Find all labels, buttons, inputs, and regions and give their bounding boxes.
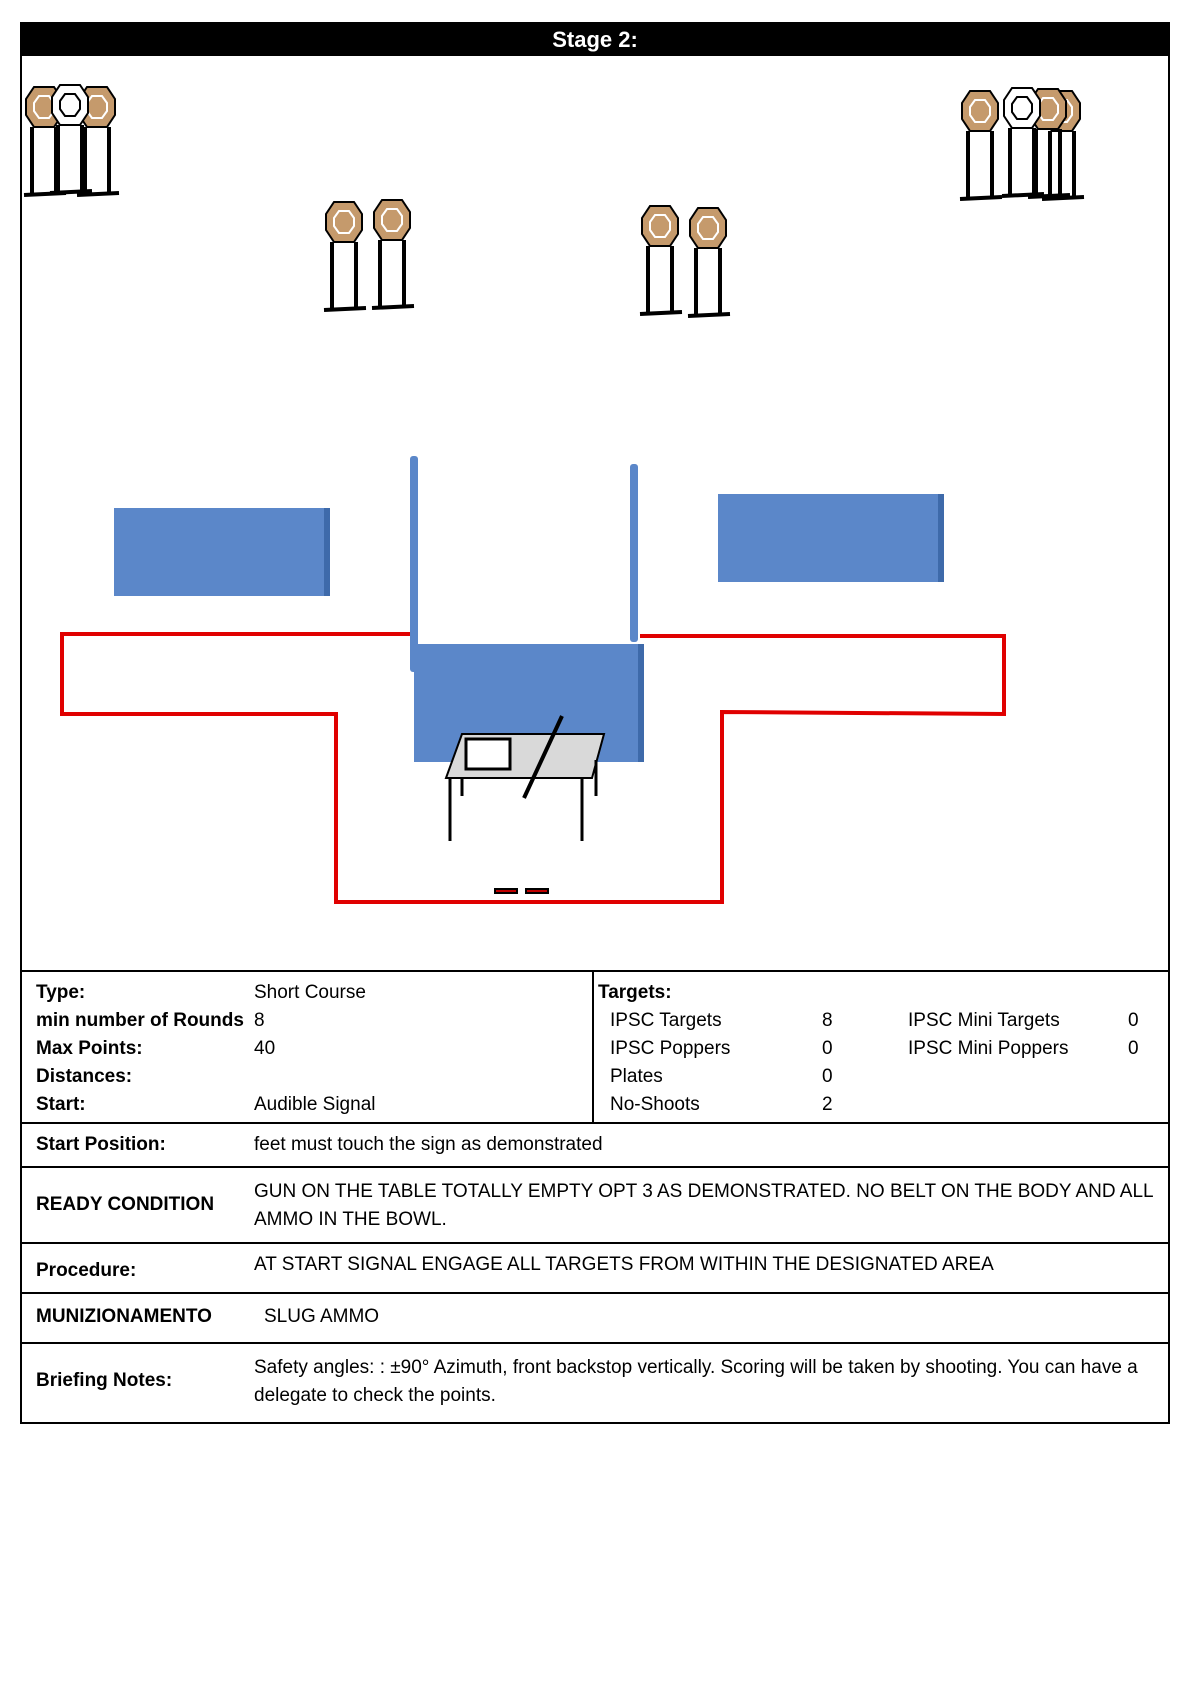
ipsc-target-icon xyxy=(640,206,682,314)
briefing-value: Safety angles: : ±90° Azimuth, front backstop vertically. Scoring will be taken by shooting. You can have a delegate to check the points. xyxy=(254,1357,1138,1406)
stage-title: Stage 2: xyxy=(22,24,1168,56)
wall-center xyxy=(410,456,644,762)
summary-row xyxy=(22,970,1168,1122)
start-position-label: Start Position: xyxy=(36,1134,166,1155)
target-group-top-left xyxy=(24,85,119,195)
procedure-label: Procedure: xyxy=(36,1260,137,1281)
stage-diagram xyxy=(22,56,1168,970)
no-shoots-label: No-Shoots xyxy=(610,1094,700,1115)
min-rounds-label: min number of Rounds xyxy=(36,1010,244,1031)
ipsc-targets-value: 8 xyxy=(822,1010,833,1031)
ready-condition-row xyxy=(22,1166,1168,1242)
type-label: Type: xyxy=(36,982,86,1003)
ipsc-mini-targets-value: 0 xyxy=(1128,1010,1139,1031)
wall-right xyxy=(718,494,944,582)
ammo-label: MUNIZIONAMENTO xyxy=(36,1306,212,1327)
procedure-value: AT START SIGNAL ENGAGE ALL TARGETS FROM WITHIN THE DESIGNATED AREA xyxy=(254,1254,994,1275)
start-position-value: feet must touch the sign as demonstrated xyxy=(254,1134,603,1155)
table-icon xyxy=(446,734,604,841)
target-pair-right xyxy=(640,206,730,316)
ready-condition-value: GUN ON THE TABLE TOTALLY EMPTY OPT 3 AS DEMONSTRATED. NO BELT ON THE BODY AND ALL AMMO IN THE BOWL. xyxy=(254,1181,1153,1230)
ipsc-targets-label: IPSC Targets xyxy=(610,1010,722,1031)
target-pair-left xyxy=(324,200,414,310)
ipsc-target-icon xyxy=(688,208,730,316)
max-points-label: Max Points: xyxy=(36,1038,143,1059)
briefing-label: Briefing Notes: xyxy=(36,1370,173,1391)
ipsc-target-icon xyxy=(324,202,366,310)
plates-label: Plates xyxy=(610,1066,663,1087)
targets-heading: Targets: xyxy=(598,982,672,1003)
target-group-top-right xyxy=(960,88,1084,199)
type-value: Short Course xyxy=(254,982,366,1003)
ipsc-mini-poppers-label: IPSC Mini Poppers xyxy=(908,1038,1069,1059)
ammo-value: SLUG AMMO xyxy=(264,1306,380,1327)
no-shoots-value: 2 xyxy=(822,1094,833,1115)
procedure-row xyxy=(22,1242,1168,1292)
start-marker-icon xyxy=(494,888,549,894)
start-position-row xyxy=(22,1122,1168,1166)
ammo-row xyxy=(22,1292,1168,1342)
ipsc-target-icon xyxy=(372,200,414,308)
ipsc-target-icon xyxy=(960,91,1002,199)
start-value: Audible Signal xyxy=(254,1094,376,1115)
briefing-row xyxy=(22,1342,1168,1420)
ready-condition-label: READY CONDITION xyxy=(36,1194,215,1215)
min-rounds-value: 8 xyxy=(254,1010,265,1031)
start-label: Start: xyxy=(36,1094,86,1115)
wall-left xyxy=(114,508,330,596)
distances-label: Distances: xyxy=(36,1066,133,1087)
plates-value: 0 xyxy=(822,1066,833,1087)
max-points-value: 40 xyxy=(254,1038,276,1059)
ipsc-mini-targets-label: IPSC Mini Targets xyxy=(908,1010,1060,1031)
ipsc-mini-poppers-value: 0 xyxy=(1128,1038,1139,1059)
stage-sheet xyxy=(20,22,1170,1424)
ipsc-poppers-label: IPSC Poppers xyxy=(610,1038,731,1059)
ipsc-poppers-value: 0 xyxy=(822,1038,833,1059)
divider xyxy=(592,972,594,1122)
